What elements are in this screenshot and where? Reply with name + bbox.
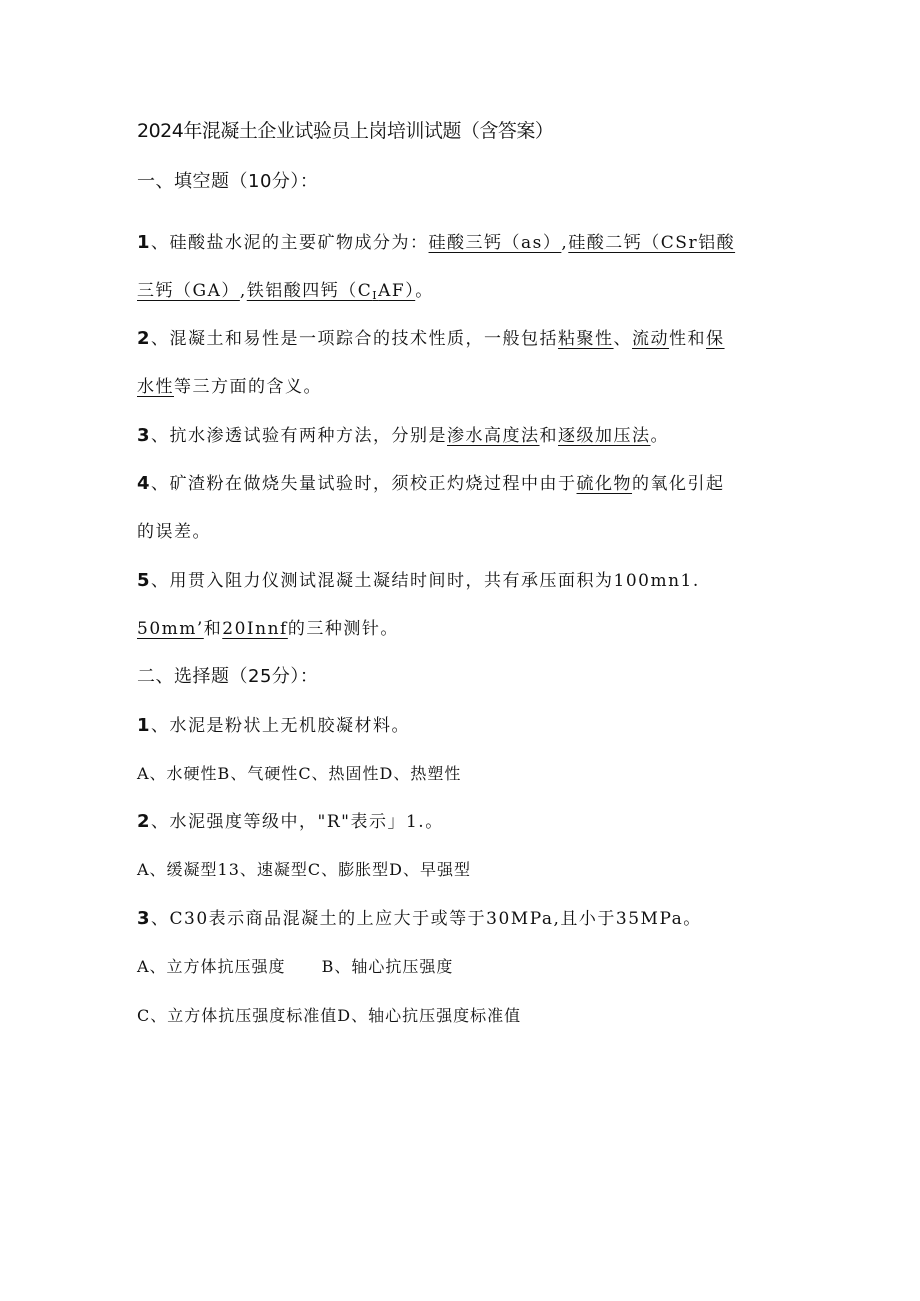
question-text: 等三方面的含义。 bbox=[174, 377, 322, 397]
option-b: B、轴心抗压强度 bbox=[321, 957, 454, 976]
document-title: 2024年混凝土企业试验员上岗培训试题（含答案） bbox=[137, 120, 554, 142]
question-text: 、硅酸盐水泥的主要矿物成分为： bbox=[151, 233, 429, 253]
question-text: 、水泥是粉状上无机胶凝材料。 bbox=[151, 716, 411, 736]
choice-question-3-options-cd: C、立方体抗压强度标准值D、轴心抗压强度标准值 bbox=[137, 1006, 522, 1025]
answer-blank: 渗水高度法 bbox=[447, 426, 540, 446]
fill-question-5-line-2 bbox=[137, 617, 399, 641]
question-text: 、水泥强度等级中，"R"表示」1.。 bbox=[151, 812, 444, 832]
answer-blank: 50mm’ bbox=[137, 619, 204, 639]
sentence-end: 。 bbox=[415, 281, 434, 301]
answer-blank: 逐级加压法 bbox=[558, 426, 651, 446]
question-text: 、混凝土和易性是一项踪合的技术性质，一般包括 bbox=[151, 329, 559, 349]
question-number: 3 bbox=[137, 425, 152, 446]
choice-question-1 bbox=[137, 714, 410, 738]
fill-question-1-line-1 bbox=[137, 231, 735, 255]
answer-part: AF） bbox=[378, 281, 416, 301]
answer-blank: 硅酸三钙（as） bbox=[428, 233, 562, 253]
fill-question-2-line-2 bbox=[137, 375, 322, 399]
question-number: 1 bbox=[137, 715, 152, 736]
answer-subscript: I bbox=[372, 289, 379, 302]
fill-question-2-line-1 bbox=[137, 327, 725, 351]
question-text: 和 bbox=[539, 426, 559, 446]
question-text: 和 bbox=[203, 619, 223, 639]
section-heading-multiple-choice: 二、选择题（25分）： bbox=[137, 666, 319, 687]
fill-question-1-line-2 bbox=[137, 279, 434, 308]
choice-question-2-options: A、缓凝型13、速凝型C、膨胀型D、早强型 bbox=[137, 860, 471, 879]
question-text: 、抗水渗透试验有两种方法，分别是 bbox=[151, 426, 448, 446]
sentence-end: 。 bbox=[650, 426, 670, 446]
answer-blank: 硫化物 bbox=[576, 474, 633, 494]
fill-question-4-line-1 bbox=[137, 472, 725, 496]
question-number: 4 bbox=[137, 473, 152, 494]
question-number: 2 bbox=[137, 811, 152, 832]
choice-question-3-options-ab bbox=[137, 955, 453, 979]
question-number: 2 bbox=[137, 328, 152, 349]
question-text: 性和 bbox=[669, 329, 707, 349]
choice-question-3 bbox=[137, 907, 702, 931]
question-number: 3 bbox=[137, 908, 152, 929]
option-a: A、立方体抗压强度 bbox=[137, 957, 286, 976]
answer-blank: 20Innf bbox=[222, 619, 288, 639]
answer-blank: 流动 bbox=[632, 329, 670, 349]
fill-question-4-line-2: 的误差。 bbox=[137, 522, 211, 542]
fill-question-3 bbox=[137, 424, 669, 448]
answer-blank: 三钙（GA） bbox=[137, 281, 240, 301]
section-heading-fill-blank: 一、填空题（10分）： bbox=[137, 171, 319, 192]
separator: , bbox=[239, 281, 247, 301]
question-text: 的氧化引起 bbox=[632, 474, 725, 494]
separator: 、 bbox=[613, 329, 633, 349]
answer-blank: 硅酸二钙（CSr铝酸 bbox=[568, 233, 736, 253]
question-number: 5 bbox=[137, 570, 152, 591]
choice-question-2 bbox=[137, 810, 444, 834]
question-text: 的三种测针。 bbox=[287, 619, 399, 639]
question-text: 、用贯入阻力仪测试混凝土凝结时间时，共有承压面积为100mn1. bbox=[151, 571, 700, 591]
question-text: 、矿渣粉在做烧失量试验时，须校正灼烧过程中由于 bbox=[151, 474, 577, 494]
fill-question-5-line-1 bbox=[137, 569, 700, 593]
answer-part: 铁铝酸四钙（C bbox=[246, 281, 373, 301]
choice-question-1-options: A、水硬性B、气硬性C、热固性D、热塑性 bbox=[137, 764, 462, 783]
separator: , bbox=[561, 233, 569, 253]
answer-blank bbox=[247, 281, 415, 301]
answer-blank: 水性 bbox=[137, 377, 174, 397]
question-text: 、C30表示商品混凝土的上应大于或等于30MPa,且小于35MPa。 bbox=[151, 909, 702, 929]
answer-blank: 保 bbox=[706, 329, 725, 349]
answer-blank: 粘聚性 bbox=[558, 329, 614, 349]
question-number: 1 bbox=[137, 232, 152, 253]
